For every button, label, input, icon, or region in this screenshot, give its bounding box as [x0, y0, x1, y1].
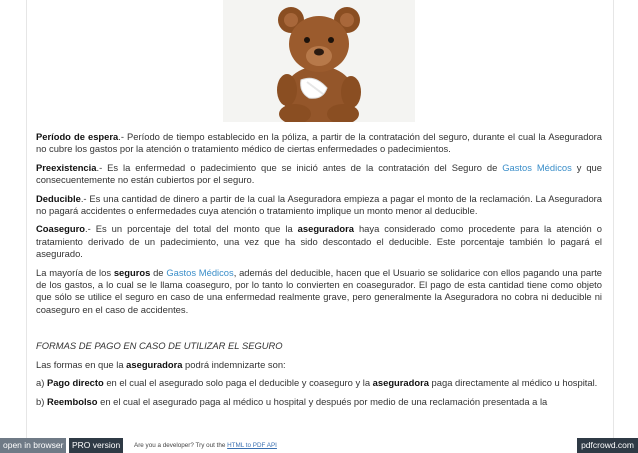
paragraph-formas: Las formas en que la aseguradora podrá indemnizarte son: — [36, 358, 286, 370]
section-heading: FORMAS DE PAGO EN CASO DE UTILIZAR EL SEGURO — [36, 340, 283, 352]
document-body — [36, 131, 602, 414]
open-in-browser-button[interactable]: open in browser — [0, 438, 66, 453]
paragraph-preexistencia: Preexistencia.- Es la enfermedad o padecimiento que se inició antes de la contratación del Seguro de Gastos Médicos y que consecuentemente no están cubiertos por el seguro. — [36, 161, 602, 186]
pdfcrowd-footer — [0, 438, 638, 453]
promo-text: Are you a developer? Try out the HTML to PDF API — [134, 442, 277, 449]
term-preexistencia: Preexistencia — [36, 161, 97, 173]
paragraph-mayoria: La mayoría de los seguros de Gastos Médicos, además del deducible, hacen que el Usuario se solidarice con ellos pagando una parte de los gastos, a lo cual se le llama coaseguro, por lo tanto lo convierten en coasegurador. El pago de esta cantidad tiene como objeto que sólo se utilice el seguro en caso de una enfermedad realmente grave, pero generalmente la Aseguradora no cobra ni deducible ni coaseguro en el caso de accidentes. — [36, 266, 603, 315]
term-deducible: Deducible — [36, 192, 81, 204]
term-periodo: Período de espera — [36, 131, 119, 142]
paragraph-reembolso: b) Reembolso en el cual el asegurado paga al médico u hospital y después por medio de una reclamación presentada a la — [36, 395, 548, 407]
paragraph-coaseguro: Coaseguro.- Es un porcentaje del total del monto que la aseguradora haya considerado como procedente para la atención o tratamiento derivado de un padecimiento, una vez que ha sido descontado el deducible. Este porcentaje también lo pagará el asegurado. — [36, 223, 602, 260]
paragraph-periodo: Período de espera.- Período de tiempo establecido en la póliza, a partir de la contratación del seguro, durante el cual la Aseguradora no cubre los gastos por la atención o tratamiento médico de ciertas enfermedades o padecimientos. — [36, 131, 602, 155]
gastos-medicos-link[interactable]: Gastos Médicos — [166, 266, 234, 278]
pdfcrowd-brand-link[interactable]: pdfcrowd.com — [577, 438, 638, 453]
paragraph-deducible: Deducible.- Es una cantidad de dinero a partir de la cual la Aseguradora empieza a pagar el monto de la reclamación. La Aseguradora no pagará accidentes o enfermedades cuya atención o tratamiento implique un monto menor al deducible. — [36, 192, 602, 217]
term-coaseguro: Coaseguro — [36, 223, 85, 235]
paragraph-pago-directo: a) Pago directo en el cual el asegurado solo paga el deducible y coaseguro y la aseguradora paga directamente al médico u hospital. — [36, 377, 598, 389]
pro-version-button[interactable]: PRO version — [69, 438, 123, 453]
spacer — [36, 322, 602, 340]
html-to-pdf-api-link[interactable]: HTML to PDF API — [227, 442, 277, 449]
teddy-bear-image — [223, 0, 415, 122]
gastos-medicos-link[interactable]: Gastos Médicos — [502, 161, 572, 173]
